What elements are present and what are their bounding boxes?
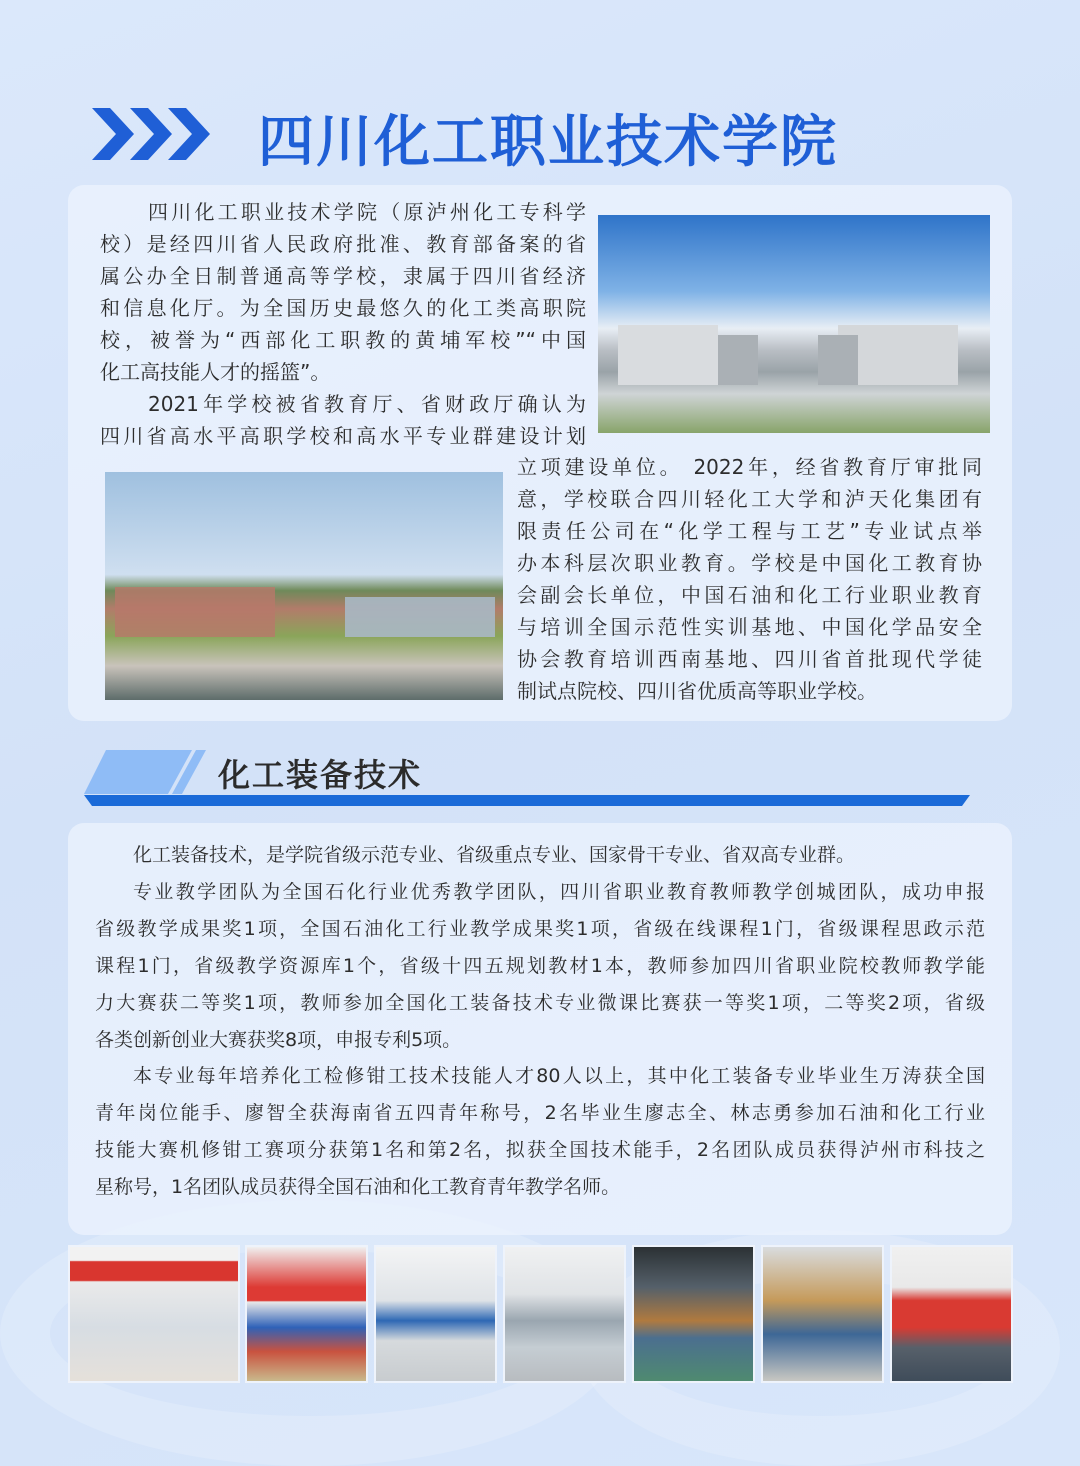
intro-line: 会副会长单位，中国石油和化工行业职业教育 <box>517 583 982 607</box>
triple-chevron-right-icon <box>92 108 214 160</box>
intro-line: 校，被誉为“西部化工职教的黄埔军校”“中国 <box>100 328 586 352</box>
campus-gate-photo <box>598 215 990 433</box>
section-line: 青年岗位能手、廖智全获海南省五四青年称号，2名毕业生廖志全、林志勇参加石油和化工行业 <box>95 1102 985 1124</box>
intro-line: 四川省高水平高职学校和高水平专业群建设计划 <box>100 424 586 448</box>
intro-line: 四川化工职业技术学院（原泸州化工专科学 <box>148 200 586 224</box>
workshop-photo <box>245 1245 368 1383</box>
intro-line: 办本科层次职业教育。学校是中国化工教育协 <box>517 551 982 575</box>
intro-line: 制试点院校、四川省优质高等职业学校。 <box>517 679 877 703</box>
intro-line: 化工高技能人才的摇篮”。 <box>100 360 331 384</box>
section-line: 技能大赛机修钳工赛项分获第1名和第2名，拟获全国技术能手，2名团队成员获得泸州市科技之 <box>95 1139 985 1161</box>
campus-aerial-photo <box>105 472 503 700</box>
page-title: 四川化工职业技术学院 <box>258 110 838 175</box>
section-title: 化工装备技术 <box>218 756 423 794</box>
section-line: 星称号，1名团队成员获得全国石油和化工教育青年教学名师。 <box>95 1176 621 1198</box>
intro-line: 属公办全日制普通高等学校，隶属于四川省经济 <box>100 264 586 288</box>
section-line: 本专业每年培养化工检修钳工技术技能人才80人以上，其中化工装备专业毕业生万涛获全国 <box>133 1065 985 1087</box>
section-line: 各类创新创业大赛获奖8项，申报专利5项。 <box>95 1029 462 1051</box>
intro-line: 立项建设单位。 2022年，经省教育厅审批同 <box>517 455 982 479</box>
section-line: 课程1门，省级教学资源库1个，省级十四五规划教材1本，教师参加四川省职业院校教师教学能 <box>95 955 985 977</box>
lab-equipment-photo <box>503 1245 626 1383</box>
section-line: 专业教学团队为全国石化行业优秀教学团队，四川省职业教育教师教学创城团队，成功申报 <box>133 881 985 903</box>
intro-line: 协会教育培训西南基地、四川省首批现代学徒 <box>517 647 982 671</box>
competition-hall-photo <box>68 1245 240 1383</box>
training-plant-photo <box>632 1245 755 1383</box>
section-line: 化工装备技术，是学院省级示范专业、省级重点专业、国家骨干专业、省双高专业群。 <box>133 844 856 866</box>
section-line: 力大赛获二等奖1项，教师参加全国化工装备技术专业微课比赛获一等奖1项，二等奖2项，省级 <box>95 992 985 1014</box>
intro-line: 2021年学校被省教育厅、省财政厅确认为 <box>148 392 586 416</box>
intro-line: 校）是经四川省人民政府批准、教育部备案的省 <box>100 232 586 256</box>
intro-line: 意，学校联合四川轻化工大学和泸天化集团有 <box>517 487 982 511</box>
skills-contest-photo <box>890 1245 1013 1383</box>
intro-line: 和信息化厅。为全国历史最悠久的化工类高职院 <box>100 296 586 320</box>
training-tower-photo <box>761 1245 884 1383</box>
lab-photo <box>374 1245 497 1383</box>
intro-line: 与培训全国示范性实训基地、中国化学品安全 <box>517 615 982 639</box>
intro-line: 限责任公司在“化学工程与工艺”专业试点举 <box>517 519 982 543</box>
section-line: 省级教学成果奖1项，全国石油化工行业教学成果奖1项，省级在线课程1门，省级课程思政示范 <box>95 918 985 940</box>
